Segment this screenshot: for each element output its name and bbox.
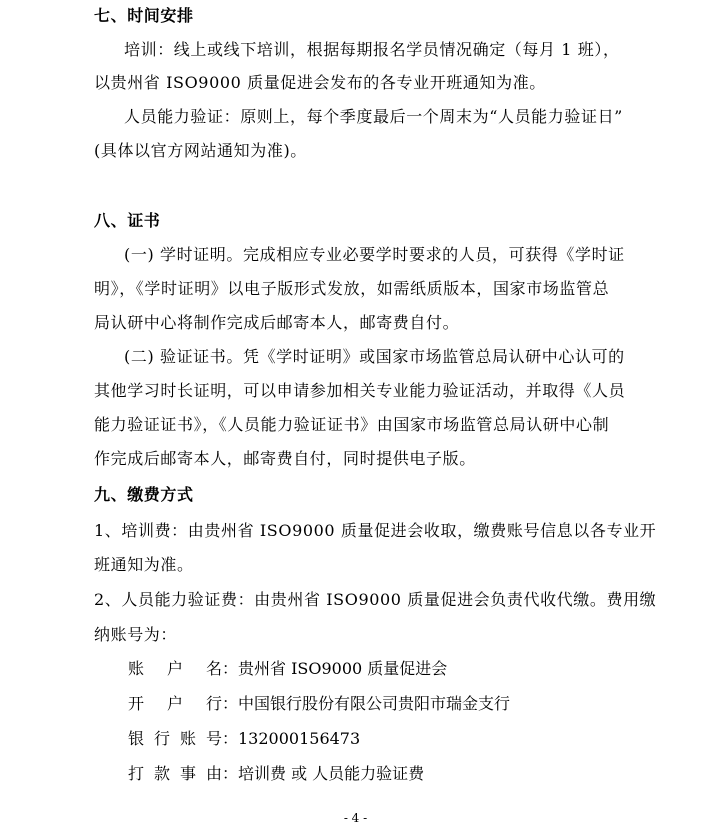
- payment-remark-value: ：培训费 或 人员能力验证费: [222, 764, 425, 783]
- bank-value: ：中国银行股份有限公司贵阳市瑞金支行: [222, 694, 511, 713]
- section-heading: 七、时间安排: [94, 6, 194, 25]
- paragraph-line: (二) 验证证书。凭《学时证明》或国家市场监管总局认研中心认可的: [124, 347, 625, 366]
- paragraph-line: 明》，《学时证明》以电子版形式发放，如需纸质版本，国家市场监管总: [94, 279, 610, 298]
- paragraph-line: (具体以官方网站通知为准)。: [94, 141, 307, 160]
- paragraph-line: 班通知为准。: [94, 555, 194, 574]
- paragraph-line: 其他学习时长证明，可以申请参加相关专业能力验证活动，并取得《人员: [94, 381, 626, 400]
- bank-row: [128, 694, 510, 714]
- paragraph-line: 培训：线上或线下培训，根据每期报名学员情况确定（每月 1 班），: [124, 40, 620, 59]
- payment-remark-row: [128, 764, 424, 784]
- account-number-label: 银行账号: [128, 729, 222, 748]
- account-name-row: [128, 659, 447, 679]
- paragraph-line: 纳账号为：: [94, 625, 178, 644]
- paragraph-line: 人员能力验证：原则上，每个季度最后一个周末为“人员能力验证日”: [124, 107, 623, 126]
- paragraph-line: 局认研中心将制作完成后邮寄本人，邮寄费自付。: [94, 313, 460, 332]
- paragraph-line: 2、人员能力验证费：由贵州省 ISO9000 质量促进会负责代收代缴。费用缴: [94, 590, 657, 609]
- paragraph-line: 作完成后邮寄本人，邮寄费自付，同时提供电子版。: [94, 449, 476, 468]
- payment-remark-label: 打款事由: [128, 764, 222, 783]
- account-name-value: ：贵州省 ISO9000 质量促进会: [222, 659, 448, 678]
- paragraph-line: 能力验证证书》，《人员能力验证证书》由国家市场监管总局认研中心制: [94, 415, 610, 434]
- bank-label: 开户行: [128, 694, 222, 713]
- page-number: - 4 -: [343, 811, 368, 825]
- section-heading: 九、缴费方式: [94, 485, 194, 504]
- paragraph-line: 1、培训费：由贵州省 ISO9000 质量促进会收取，缴费账号信息以各专业开: [94, 521, 657, 540]
- section-heading: 八、证书: [94, 211, 161, 230]
- account-number-value: ：132000156473: [222, 729, 361, 748]
- account-name-label: 账户名: [128, 659, 222, 678]
- paragraph-line: (一) 学时证明。完成相应专业必要学时要求的人员，可获得《学时证: [124, 245, 625, 264]
- account-number-row: [128, 729, 360, 749]
- paragraph-line: 以贵州省 ISO9000 质量促进会发布的各专业开班通知为准。: [94, 73, 546, 92]
